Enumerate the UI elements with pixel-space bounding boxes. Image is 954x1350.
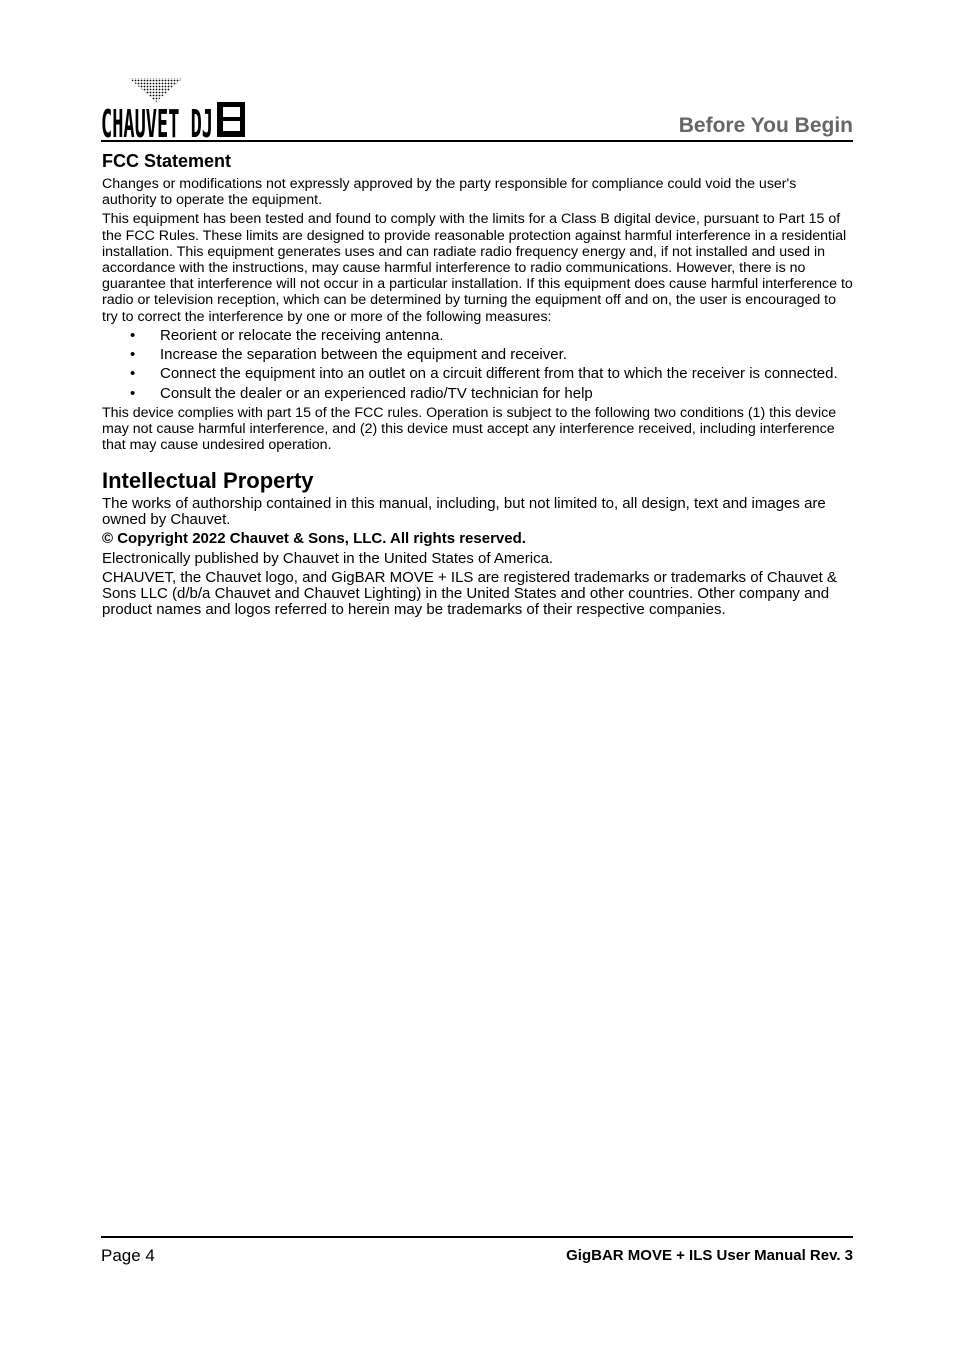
bullet: • (130, 326, 136, 344)
page-footer (101, 1236, 853, 1268)
list-item (102, 366, 854, 382)
fcc-paragraph: Changes or modifications not expressly approved by the party responsible for compliance could void the user's authority to operate the equipment. (102, 176, 797, 209)
ip-paragraph: CHAUVET, the Chauvet logo, and GigBAR MOVE + ILS are registered trademarks or trademarks of Chauvet & Sons LLC (d/b/a Chauvet and Chauvet Lighting) in the United States and other countries. Other company and product names and logos referred to herein may be trademarks of their respective companies. (102, 568, 837, 619)
logo-text: CHAUVET DJ (101, 102, 213, 146)
bullet: • (130, 365, 136, 383)
list-item (102, 386, 854, 402)
chauvet-dj-logo (101, 76, 249, 146)
list-item-text: Connect the equipment into an outlet on a circuit different from that to which the receiver is connected. (160, 365, 838, 383)
fcc-heading: FCC Statement (102, 151, 232, 171)
bullet: • (130, 346, 136, 364)
manual-title: GigBAR MOVE + ILS User Manual Rev. 3 (566, 1247, 853, 1264)
ip-section (102, 468, 854, 619)
list-item-text: Consult the dealer or an experienced radio/TV technician for help (160, 384, 593, 402)
fcc-section (102, 150, 854, 454)
list-item-text: Reorient or relocate the receiving antenna. (160, 326, 444, 344)
ip-heading: Intellectual Property (102, 467, 314, 493)
bullet: • (130, 384, 136, 402)
list-item (102, 328, 854, 344)
fcc-measures-list (102, 328, 854, 402)
ip-paragraph: Electronically published by Chauvet in the United States of America. (102, 549, 554, 567)
ip-paragraph: The works of authorship contained in this manual, including, but not limited to, all design, text and images are owned by Chauvet. (102, 494, 826, 528)
page-number: Page 4 (101, 1246, 155, 1265)
section-title: Before You Begin (678, 114, 853, 137)
list-item-text: Increase the separation between the equipment and receiver. (160, 346, 567, 364)
page-header (101, 74, 853, 146)
fcc-paragraph: This device complies with part 15 of the FCC rules. Operation is subject to the following two conditions (1) this device may not cause harmful interference, and (2) this device must accept any interference received, including interference that may cause undesired operation. (102, 405, 837, 454)
fcc-paragraph: This equipment has been tested and found to comply with the limits for a Class B digital device, pursuant to Part 15 of the FCC Rules. These limits are designed to provide reasonable protection against harmful interference in a residential installation. This equipment generates uses and can radiate radio frequency energy and, if not installed and used in accordance with the instructions, may cause harmful interference to radio communications. However, there is no guarantee that interference will not occur in a particular installation. If this equipment does cause harmful interference to radio or television reception, which can be determined by turning the equipment off and on, the user is encouraged to try to correct the interference by one or more of the following measures: (102, 211, 853, 325)
list-item (102, 347, 854, 363)
copyright-notice: © Copyright 2022 Chauvet & Sons, LLC. All rights reserved. (102, 530, 526, 548)
page-content (102, 150, 854, 622)
